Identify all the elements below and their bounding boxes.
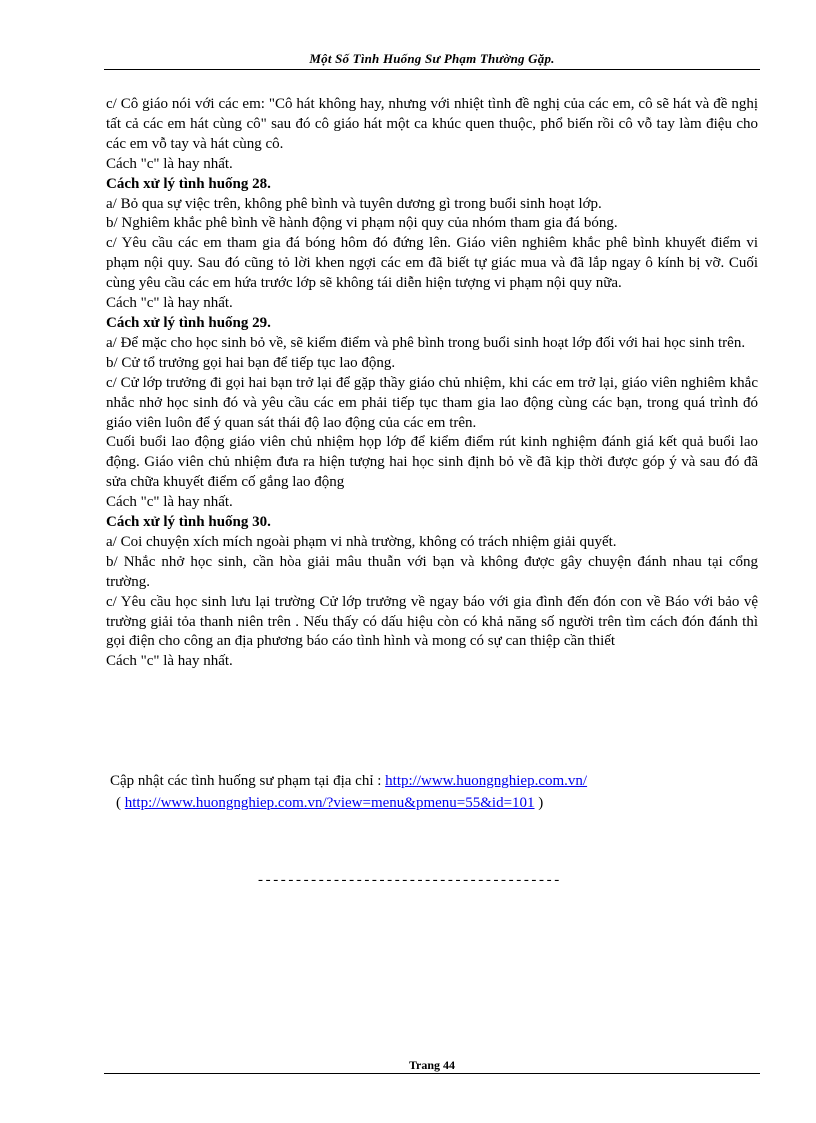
paragraph: c/ Yêu cầu học sinh lưu lại trường Cử lớp trưởng về ngay báo với gia đình đến đón con về Báo với bảo vệ trường giải tỏa thanh niên trên . Nếu thấy có dấu hiệu còn có khả năng số người trên tìm cách đón đánh thì gọi điện cho công an địa phương báo cáo tình hình và mong có sự can thiệp cần thiết	[106, 593, 758, 650]
paragraph: b/ Nghiêm khắc phê bình về hành động vi phạm nội quy của nhóm tham gia đá bóng.	[106, 215, 618, 232]
paragraph: c/ Cử lớp trưởng đi gọi hai bạn trở lại để gặp thầy giáo chủ nhiệm, khi các em trở lại, giáo viên nghiêm khắc nhắc nhở học sinh đó và yêu cầu các em phải tiếp tục tham gia lao động cùng các bạn, trong quá trình đó giáo viên luôn để ý quan sát thái độ lao động của các em trên.	[106, 374, 758, 431]
page-header-title: Một Số Tình Huống Sư Phạm Thường Gặp.	[309, 51, 555, 66]
page-number: Trang 44	[408, 1058, 456, 1072]
open-paren: (	[116, 795, 121, 811]
paragraph: c/ Cô giáo nói với các em: "Cô hát không hay, nhưng với nhiệt tình đề nghị của các em, cô sẽ hát và đề nghị tất cả các em hát cùng cô" sau đó cô giáo hát một ca khúc quen thuộc, phổ biến rồi cô vỗ tay làm điệu cho các em vỗ tay và hát cùng cô.	[106, 96, 758, 152]
update-line-2	[110, 792, 750, 814]
paragraph: c/ Yêu cầu các em tham gia đá bóng hôm đó đứng lên. Giáo viên nghiêm khắc phê bình khuyết điểm vi phạm nội quy. Sau đó cũng tỏ lời khen ngợi các em đã biết tự giác mua và đã lắp ngay ô kính bị vỡ. Cuối cùng yêu cầu các em hứa trước lớp sẽ không tái diễn hiện tượng vi phạm nội quy nữa.	[106, 235, 758, 292]
situations-link[interactable]: http://www.huongnghiep.com.vn/?view=menu&pmenu=55&id=101	[124, 795, 535, 811]
paragraph: Cách "c" là hay nhất.	[106, 653, 233, 670]
section-heading: Cách xử lý tình huống 29.	[106, 314, 271, 331]
section-heading: Cách xử lý tình huống 30.	[106, 514, 271, 531]
paragraph: a/ Coi chuyện xích mích ngoài phạm vi nhà trường, không có trách nhiệm giải quyết.	[106, 533, 617, 550]
paragraph: b/ Cử tổ trưởng gọi hai bạn để tiếp tục lao động.	[106, 354, 396, 371]
paragraph: Cuối buổi lao động giáo viên chủ nhiệm họp lớp để kiểm điểm rút kinh nghiệm đánh giá kết quả buổi lao động. Giáo viên chủ nhiệm đưa ra hiện tượng hai học sinh định bỏ về đã kịp thời được góp ý và sau đó đã sửa chữa khuyết điểm cố gắng lao động	[106, 434, 758, 491]
paragraph: a/ Bỏ qua sự việc trên, không phê bình và tuyên dương gì trong buổi sinh hoạt lớp.	[106, 195, 602, 212]
body-text	[106, 95, 758, 672]
homepage-link[interactable]: http://www.huongnghiep.com.vn/	[385, 773, 588, 789]
update-block	[110, 770, 750, 814]
update-line-1	[110, 770, 750, 792]
paragraph: Cách "c" là hay nhất.	[106, 494, 233, 511]
paragraph: a/ Để mặc cho học sinh bỏ về, sẽ kiểm điểm và phê bình trong buổi sinh hoạt lớp đối với hai học sinh trên.	[106, 334, 746, 351]
close-paren: )	[538, 795, 544, 811]
header-rule	[104, 69, 760, 70]
section-heading: Cách xử lý tình huống 28.	[106, 175, 271, 192]
paragraph: Cách "c" là hay nhất.	[106, 295, 233, 312]
dashed-separator: ----------------------------------------	[258, 872, 562, 888]
paragraph: Cách "c" là hay nhất.	[106, 155, 233, 172]
footer-rule	[104, 1073, 760, 1074]
paragraph: b/ Nhắc nhở học sinh, cần hòa giải mâu thuẫn với bạn và không được gây chuyện đánh nhau tại cổng trường.	[106, 553, 758, 590]
update-prefix: Cập nhật các tình huống sư phạm tại địa chỉ :	[110, 773, 386, 789]
